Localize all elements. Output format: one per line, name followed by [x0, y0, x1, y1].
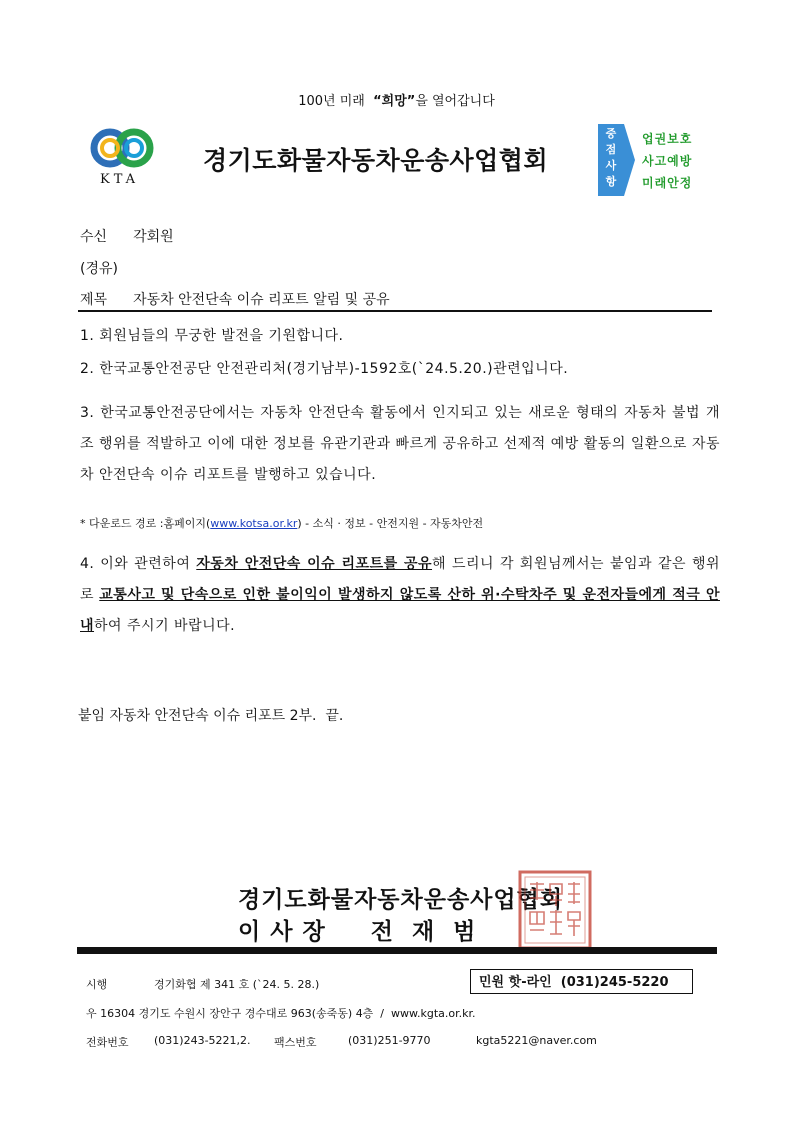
- subject-label: 제목: [80, 292, 108, 308]
- issue-label: 시행: [86, 978, 108, 991]
- note-suffix: ) - 소식 · 정보 - 안전지원 - 자동차안전: [297, 517, 484, 530]
- address-line: 우 16304 경기도 수원시 장안구 경수대로 963(송죽동) 4층 / www.kgta.or.kr.: [86, 1007, 476, 1020]
- paragraph-1: 1. 회원님들의 무궁한 발전을 기원합니다.: [80, 328, 344, 344]
- p4-part-a: 4. 이와 관련하여: [80, 556, 197, 572]
- fax-value: (031)251-9770: [348, 1034, 431, 1047]
- slogan-emphasis: “희망”: [373, 94, 416, 109]
- p4-part-c: 해 드리니 각 회원님께서는 붙임과 같은 행위로: [80, 556, 720, 603]
- paragraph-2: 2. 한국교통안전공단 안전관리처(경기남부)-1592호(`24.5.20.)관련입니다.: [80, 361, 569, 377]
- subject-row: [80, 289, 390, 309]
- p4-part-e: 하여 주시기 바랍니다.: [94, 618, 236, 634]
- note-prefix: * 다운로드 경로 :홈페이지(: [80, 517, 211, 530]
- email: kgta5221@naver.com: [476, 1034, 597, 1047]
- recipient-row: [80, 226, 174, 246]
- paragraph-3: 3. 한국교통안전공단에서는 자동차 안전단속 활동에서 인지되고 있는 새로운 형태의 자동차 불법 개조 행위를 적발하고 이에 대한 정보를 유관기관과 빠르게 공유하고 선제적 예방 활동의 일환으로 자동차 안전단속 이슈 리포트를 발행하고 있습니다.: [80, 405, 720, 483]
- phone-label: 전화번호: [86, 1036, 129, 1049]
- attachment-line: 붙임 자동차 안전단속 이슈 리포트 2부. 끝.: [78, 708, 344, 724]
- badge-char: 항: [605, 175, 617, 188]
- badge-char: 중: [605, 127, 617, 140]
- badge-char: 점: [605, 143, 617, 156]
- p4-emphasis-1: 자동차 안전단속 이슈 리포트를 공유: [196, 556, 433, 572]
- recipient-value: 각회원: [133, 229, 174, 245]
- signature-org: 경기도화물자동차운송사업협회: [238, 887, 564, 913]
- hotline-box: 민원 핫-라인 (031)245-5220: [470, 969, 693, 994]
- motto-item: 사고예방: [642, 154, 693, 168]
- motto-item: 업권보호: [642, 132, 693, 146]
- fax-label: 팩스번호: [274, 1036, 317, 1049]
- badge-char: 사: [605, 159, 617, 172]
- via-row: [80, 258, 118, 278]
- badge-arrow: [624, 124, 635, 196]
- logo-text: KTA: [100, 172, 140, 187]
- motto-item: 미래안정: [642, 176, 693, 190]
- signature-title: 이 사 장 전 재 범: [238, 919, 477, 945]
- footer-divider: [77, 947, 717, 954]
- slogan: [0, 90, 793, 109]
- slogan-prefix: 100년 미래: [298, 94, 374, 109]
- official-seal-icon: [516, 868, 594, 952]
- subject-value: 자동차 안전단속 이슈 리포트 알림 및 공유: [133, 292, 390, 308]
- phone-value: (031)243-5221,2.: [154, 1034, 251, 1047]
- header-divider: [78, 310, 712, 312]
- download-note: [80, 515, 483, 531]
- via-label: (경유): [80, 261, 118, 277]
- p4-emphasis-2: 교통사고 및 단속으로 인한 불이익이 발생하지 않도록 산하 위·수탁차주 및 운전자들에게 적극 안내: [80, 587, 720, 634]
- mottos: [642, 128, 692, 194]
- paragraph-4: [80, 549, 720, 642]
- recipient-label: 수신: [80, 229, 108, 245]
- issue-value: 경기화협 제 341 호 (`24. 5. 28.): [154, 978, 320, 991]
- kotsa-link[interactable]: www.kotsa.or.kr: [210, 517, 298, 530]
- focus-badge: [598, 124, 624, 196]
- org-title: 경기도화물자동차운송사업협회: [203, 146, 549, 175]
- slogan-suffix: 을 열어갑니다: [415, 94, 495, 109]
